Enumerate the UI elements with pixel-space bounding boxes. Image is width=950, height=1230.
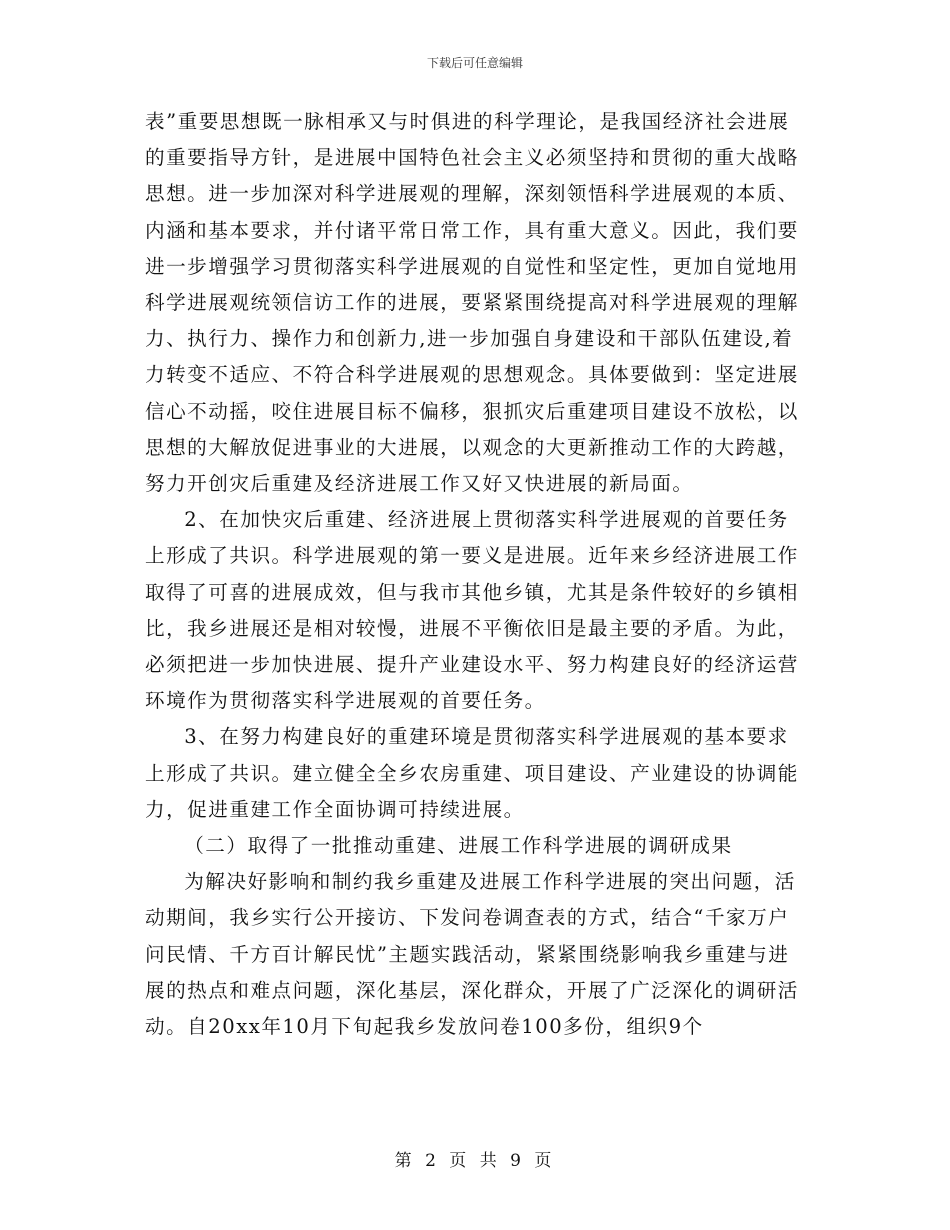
paragraph-research: 为解决好影响和制约我乡重建及进展工作科学进展的突出问题，活动期间，我乡实行公开接访、下发问卷调查表的方式，结合“千家万户问民情、千方百计解民忧”主题实践活动，紧紧围绕影响我乡重建与进展的热点和难点问题，深化基层，深化群众，开展了广泛深化的调研活动。自20xx年10月下旬起我乡发放问卷100多份，组织9个 [145,870,799,1039]
document-body [145,104,807,1045]
section-heading: （二）取得了一批推动重建、进展工作科学进展的调研成果 [184,834,733,858]
page-number: 第 2 页 共 9 页 [394,1151,556,1171]
paragraph-item-2: 2、在加快灾后重建、经济进展上贯彻落实科学进展观的首要任务上形成了共识。科学进展观的第一要义是进展。近年来乡经济进展工作取得了可喜的进展成效，但与我市其他乡镇，尤其是条件较好的乡镇相比，我乡进展还是相对较慢，进展不平衡依旧是最主要的矛盾。为此，必须把进一步加快进展、提升产业建设水平、努力构建良好的经济运营环境作为贯彻落实科学进展观的首要任务。 [145,508,799,713]
paragraph-continuation: 表”重要思想既一脉相承又与时俱进的科学理论，是我国经济社会进展的重要指导方针，是进展中国特色社会主义必须坚持和贯彻的重大战略思想。进一步加深对科学进展观的理解，深刻领悟科学进展观的本质、内涵和基本要求，并付诸平常日常工作，具有重大意义。因此，我们要进一步增强学习贯彻落实科学进展观的自觉性和坚定性，更加自觉地用科学进展观统领信访工作的进展，要紧紧围绕提高对科学进展观的理解力、执行力、操作力和创新力,进一步加强自身建设和干部队伍建设,着力转变不适应、不符合科学进展观的思想观念。具体要做到：坚定进展信心不动摇，咬住进展目标不偏移，狠抓灾后重建项目建设不放松，以思想的大解放促进事业的大进展，以观念的大更新推动工作的大跨越，努力开创灾后重建及经济进展工作又好又快进展的新局面。 [145,110,799,496]
paragraph-item-3: 3、在努力构建良好的重建环境是贯彻落实科学进展观的基本要求上形成了共识。建立健全全乡农房重建、项目建设、产业建设的协调能力，促进重建工作全面协调可持续进展。 [145,725,799,821]
page-header: 下载后可任意编辑 [426,56,523,70]
